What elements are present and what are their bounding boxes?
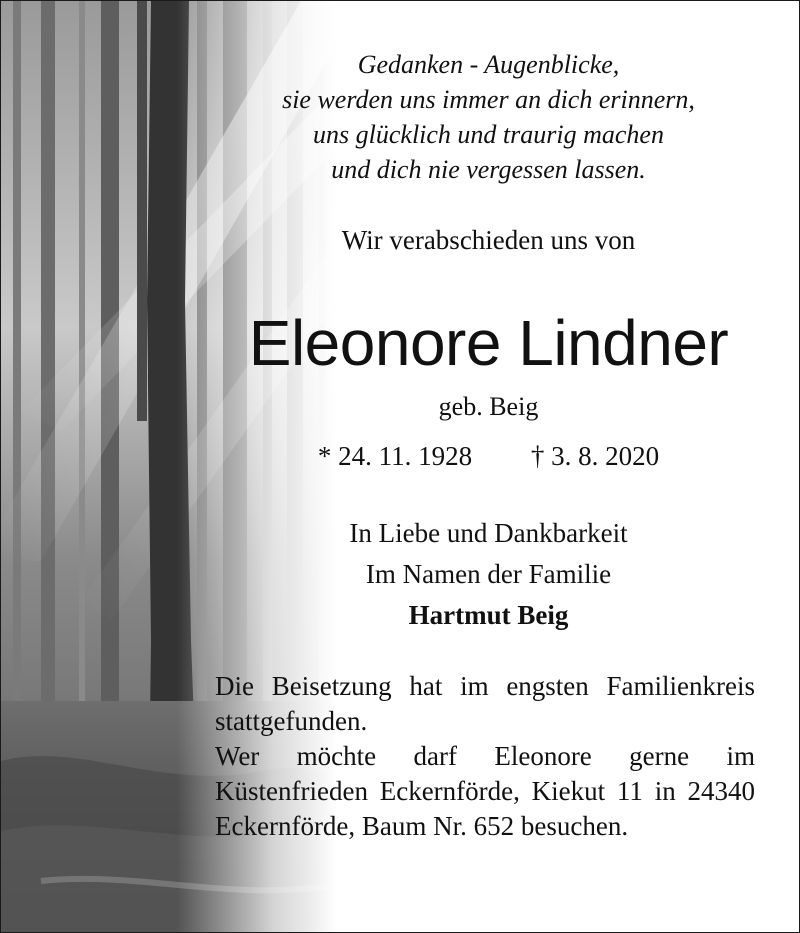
burial-info [215,669,755,844]
death-date: † 3. 8. 2020 [530,441,660,471]
poem-line: und dich nie vergessen lassen. [331,155,646,184]
poem-line: sie werden uns immer an dich erinnern, [282,85,695,114]
birth-name: geb. Beig [438,392,539,421]
deceased-name: Eleonore Lindner [248,307,729,379]
poem-line: uns glücklich und traurig machen [313,120,664,149]
life-dates [221,439,756,473]
burial-notice: Die Beisetzung hat im engsten Familienkreis stattgefunden. [215,671,755,736]
closing-line: Im Namen der Familie [365,559,612,589]
signer-name: Hartmut Beig [408,600,569,630]
memorial-poem [221,47,756,187]
birth-date: * 24. 11. 1928 [317,441,473,471]
poem-line: Gedanken - Augenblicke, [357,50,620,79]
farewell-line: Wir verabschieden uns von [341,225,636,255]
visit-notice: Wer möchte darf Eleonore gerne im Küstenfrieden Eckernförde, Kiekut 11 in 24340 Eckernförde, Baum Nr. 652 besuchen. [215,741,755,841]
closing-line: In Liebe und Dankbarkeit [349,518,628,548]
closing-block [221,513,756,636]
